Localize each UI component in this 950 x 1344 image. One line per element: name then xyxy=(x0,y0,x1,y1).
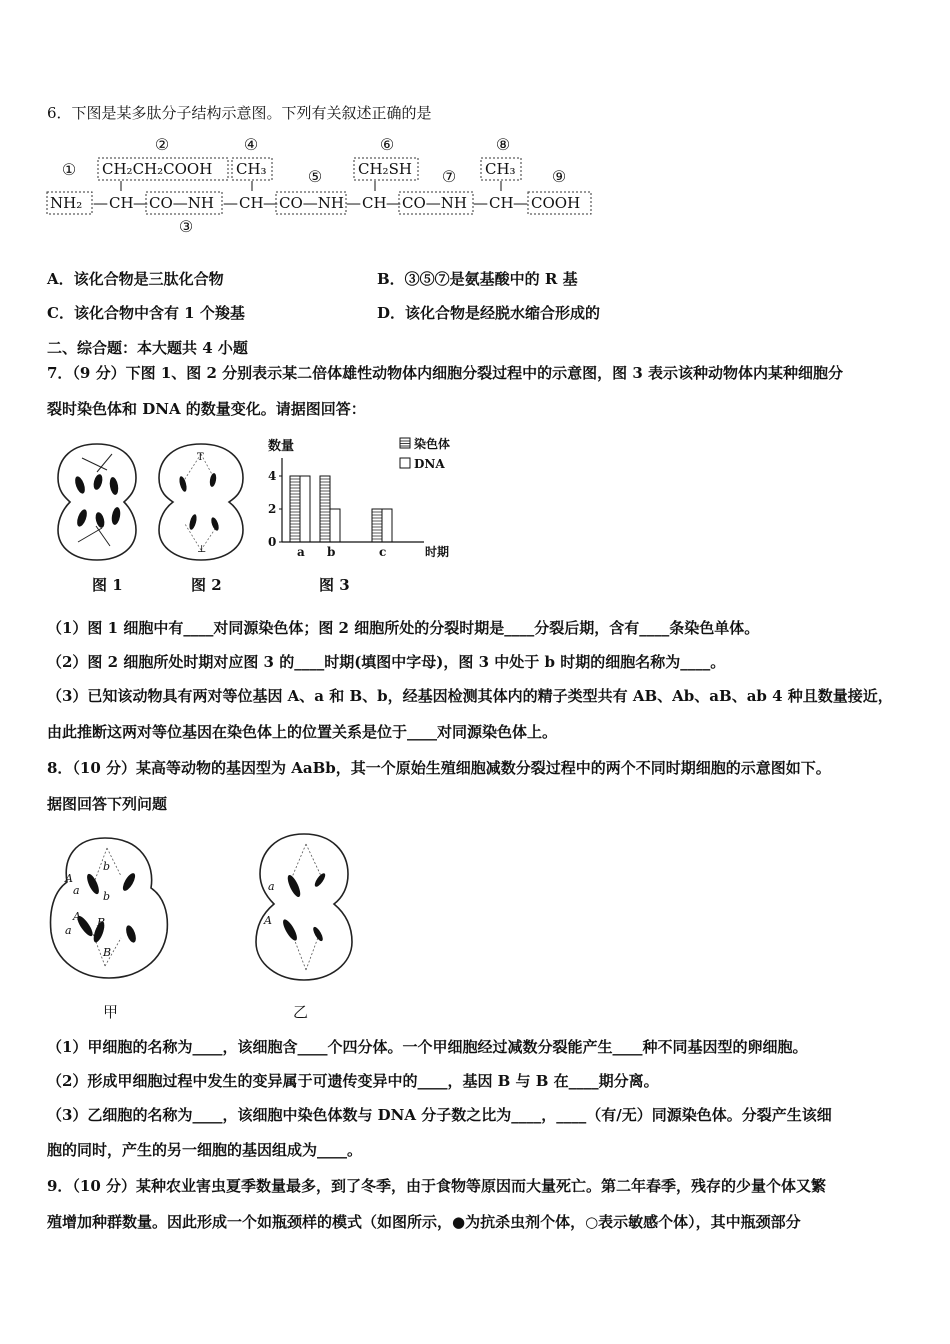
y-tick-label: 2 xyxy=(268,502,277,516)
x-tick-label-b: b xyxy=(327,545,336,559)
backbone-peptide-7: CO—NH xyxy=(402,194,467,212)
backbone-nh2: NH₂ xyxy=(50,194,83,212)
q6-stem: 6．下图是某多肽分子结构示意图。下列有关叙述正确的是 xyxy=(47,104,432,122)
side-chain-6: CH₂SH xyxy=(358,160,412,178)
cell-jia-label: 甲 xyxy=(103,1003,119,1021)
q7-sub-3-b: 由此推断这两对等位基因在染色体上的位置关系是位于____对同源染色体上。 xyxy=(47,723,558,741)
figure-3-chart xyxy=(258,432,468,562)
chart-xlabel: 时期 xyxy=(425,545,450,559)
figure-3-label: 图 3 xyxy=(319,576,350,594)
svg-text:—: — xyxy=(346,194,361,212)
q8-sub-1: （1）甲细胞的名称为____，该细胞含____个四分体。一个甲细胞经过减数分裂能产生____种不同基因型的卵细胞。 xyxy=(47,1038,808,1056)
svg-text:b: b xyxy=(103,860,111,873)
q7-stem-1: 7．（9 分）下图 1、图 2 分别表示某二倍体雄性动物体内细胞分裂过程中的示意图，图 3 表示该种动物体内某种细胞分 xyxy=(47,364,844,382)
svg-text:B: B xyxy=(103,946,112,959)
q7-sub-1: （1）图 1 细胞中有____对同源染色体；图 2 细胞所处的分裂时期是____分裂后期，含有____条染色单体。 xyxy=(47,619,760,637)
q8-sub-3-a: （3）乙细胞的名称为____，该细胞中染色体数与 DNA 分子数之比为____，____（有/无）同源染色体。分裂产生该细 xyxy=(47,1106,832,1124)
side-chain-4: CH₃ xyxy=(236,160,267,178)
y-tick-label: 0 xyxy=(268,535,277,549)
q6-option-b: B．③⑤⑦是氨基酸中的 R 基 xyxy=(377,270,578,288)
bar-dna-b xyxy=(330,509,340,542)
q8-stem-2: 据图回答下列问题 xyxy=(47,795,168,813)
svg-text:—: — xyxy=(223,194,238,212)
side-chain-2: CH₂CH₂COOH xyxy=(102,160,213,178)
label-2: ② xyxy=(154,135,170,154)
x-tick-label-a: a xyxy=(297,545,305,559)
figure-1-cell xyxy=(52,440,142,564)
svg-text:—: — xyxy=(513,194,528,212)
polypeptide-structure-diagram xyxy=(45,130,605,242)
cell-jia xyxy=(45,830,175,990)
backbone-ch-1: CH xyxy=(109,194,134,212)
label-1: ① xyxy=(61,160,77,179)
q6-option-a: A．该化合物是三肽化合物 xyxy=(47,270,224,288)
label-7: ⑦ xyxy=(441,167,457,186)
svg-text:—: — xyxy=(133,194,148,212)
svg-text:T: T xyxy=(197,452,204,463)
svg-text:a: a xyxy=(73,884,80,897)
svg-text:—: — xyxy=(93,194,108,212)
y-tick-label: 4 xyxy=(268,469,277,483)
cell-yi xyxy=(248,828,360,990)
backbone-cooh: COOH xyxy=(531,194,581,212)
svg-text:A: A xyxy=(73,910,81,923)
x-tick-label-c: c xyxy=(379,545,387,559)
svg-text:A: A xyxy=(264,914,272,927)
backbone-ch-4: CH xyxy=(489,194,514,212)
svg-text:⊥: ⊥ xyxy=(197,544,207,555)
label-4: ④ xyxy=(243,135,259,154)
bar-chromosome-c xyxy=(372,509,382,542)
backbone-peptide-5: CO—NH xyxy=(279,194,344,212)
svg-text:a: a xyxy=(65,924,72,937)
backbone-ch-2: CH xyxy=(239,194,264,212)
svg-text:b: b xyxy=(103,890,111,903)
q7-stem-2: 裂时染色体和 DNA 的数量变化。请据图回答： xyxy=(47,400,366,418)
q8-stem-1: 8．（10 分）某高等动物的基因型为 AaBb，其一个原始生殖细胞减数分裂过程中的两个不同时期细胞的示意图如下。 xyxy=(47,759,831,777)
q8-sub-2: （2）形成甲细胞过程中发生的变异属于可遗传变异中的____，基因 B 与 B 在____期分离。 xyxy=(47,1072,659,1090)
label-3: ③ xyxy=(178,217,194,236)
section-heading: 二、综合题：本大题共 4 小题 xyxy=(47,339,248,357)
legend-dna: DNA xyxy=(414,457,445,471)
bar-dna-c xyxy=(382,509,392,542)
label-6: ⑥ xyxy=(379,135,395,154)
q9-stem-2: 殖增加种群数量。因此形成一个如瓶颈样的模式（如图所示，●为抗杀虫剂个体，○表示敏感个体），其中瓶颈部分 xyxy=(47,1213,801,1231)
svg-text:A: A xyxy=(65,872,73,885)
svg-text:—: — xyxy=(263,194,278,212)
svg-text:a: a xyxy=(268,880,275,893)
figure-2-label: 图 2 xyxy=(191,576,222,594)
cell-yi-label: 乙 xyxy=(293,1003,309,1021)
svg-text:—: — xyxy=(473,194,488,212)
backbone-ch-3: CH xyxy=(362,194,387,212)
q9-stem-1: 9．（10 分）某种农业害虫夏季数量最多，到了冬季，由于食物等原因而大量死亡。第二年春季，残存的少量个体又繁 xyxy=(47,1177,827,1195)
label-9: ⑨ xyxy=(551,167,567,186)
q7-sub-3-a: （3）已知该动物具有两对等位基因 A、a 和 B、b，经基因检测其体内的精子类型共有 AB、Ab、aB、ab 4 种且数量接近， xyxy=(47,687,893,705)
label-8: ⑧ xyxy=(495,135,511,154)
figure-1-label: 图 1 xyxy=(92,576,123,594)
label-5: ⑤ xyxy=(307,167,323,186)
svg-text:B: B xyxy=(97,916,106,929)
q7-sub-2: （2）图 2 细胞所处时期对应图 3 的____时期(填图中字母)，图 3 中处于 b 时期的细胞名称为____。 xyxy=(47,653,726,671)
legend-chromosome: 染色体 xyxy=(414,437,451,451)
bar-dna-a xyxy=(300,476,310,542)
figure-2-cell xyxy=(153,440,249,564)
backbone-peptide-3: CO—NH xyxy=(149,194,214,212)
q6-option-c: C．该化合物中含有 1 个羧基 xyxy=(47,304,245,322)
svg-text:—: — xyxy=(386,194,401,212)
side-chain-8: CH₃ xyxy=(485,160,516,178)
q6-option-d: D．该化合物是经脱水缩合形成的 xyxy=(377,304,601,322)
q8-sub-3-b: 胞的同时，产生的另一细胞的基因组成为____。 xyxy=(47,1141,363,1159)
chart-ylabel: 数量 xyxy=(268,439,295,454)
